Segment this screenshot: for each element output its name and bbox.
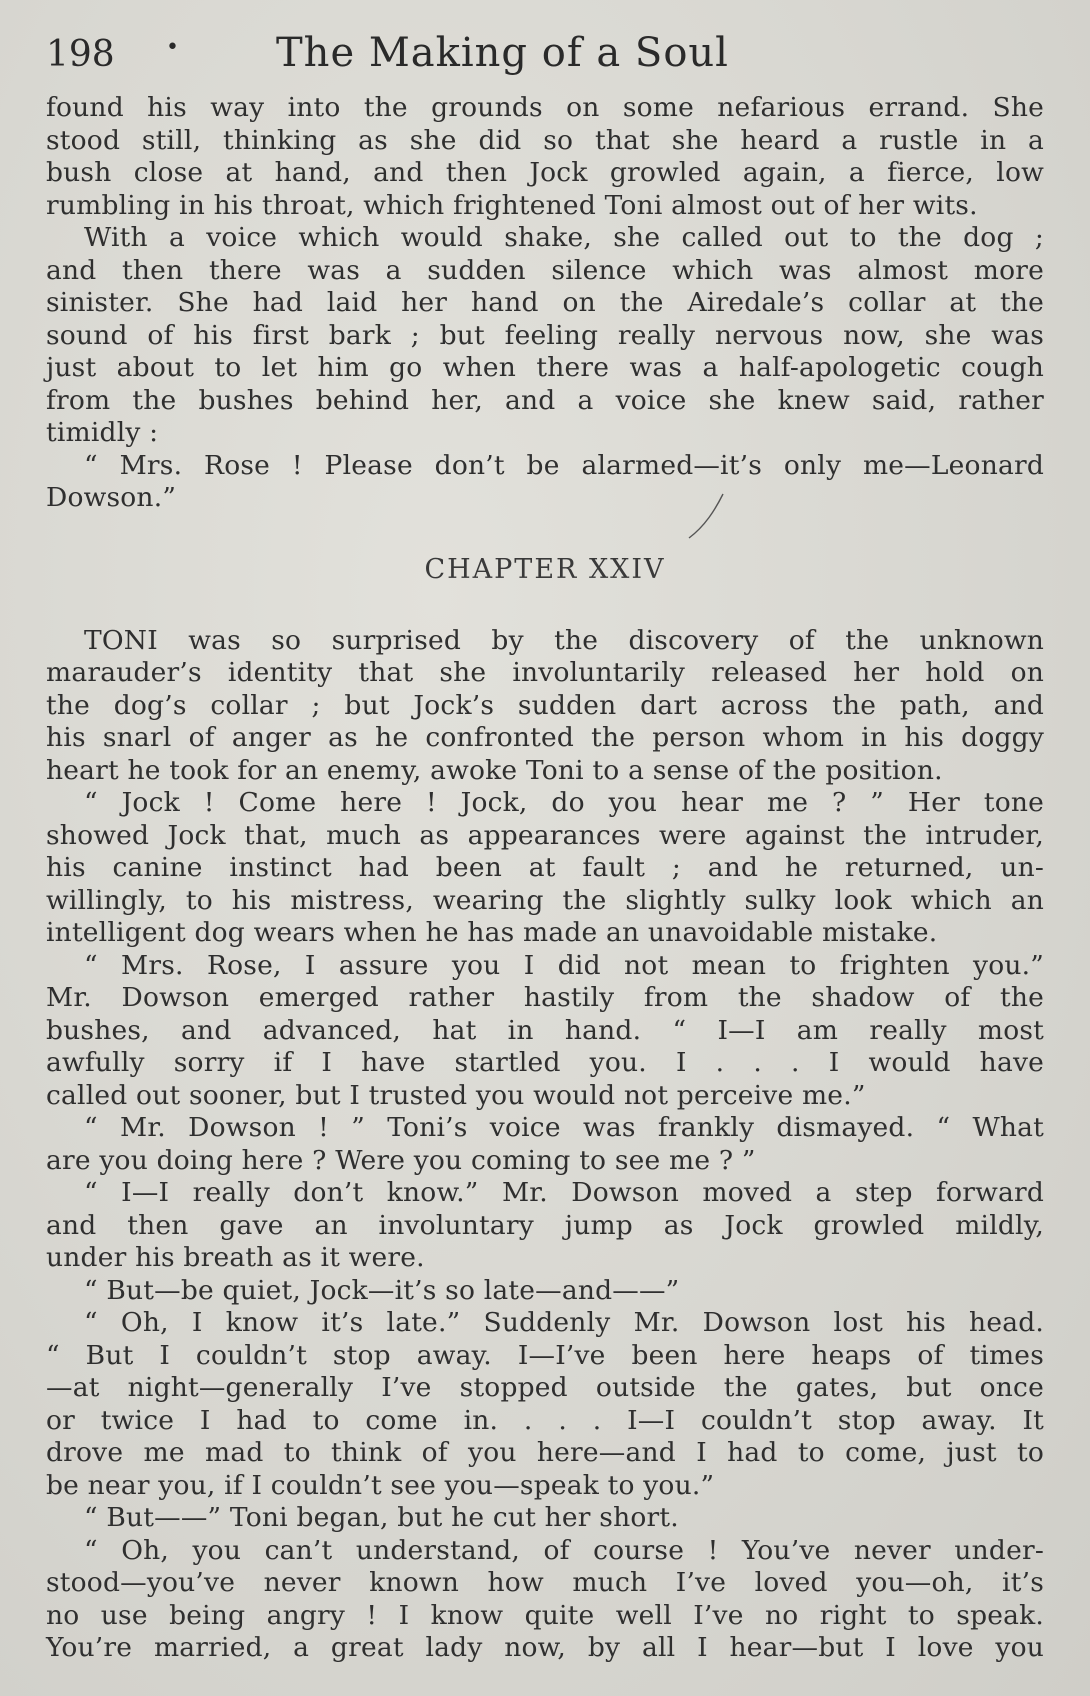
text-line: found his way into the grounds on some nefarious errand. She bbox=[46, 92, 1044, 123]
text-line: stood still, thinking as she did so that she heard a rustle in a bbox=[46, 124, 1044, 156]
text-line: “ But I couldn’t stop away. I—I’ve been here heaps of times bbox=[46, 1339, 1044, 1371]
text-line: With a voice which would shake, she called out to the dog ; bbox=[84, 222, 1044, 253]
text-line: “ Oh, you can’t understand, of course ! You’ve never under- bbox=[84, 1534, 1044, 1566]
page-number: 198 bbox=[46, 34, 115, 75]
text-line: sound of his first bark ; but feeling really nervous now, she was bbox=[46, 319, 1044, 351]
text-line: willingly, to his mistress, wearing the slightly sulky look which an bbox=[46, 884, 1044, 916]
text-line: bush close at hand, and then Jock growled again, a fierce, low bbox=[46, 157, 1044, 188]
text-line: “ I—I really don’t know.” Mr. Dowson moved a step forward bbox=[84, 1177, 1044, 1208]
text-line: his snarl of anger as he confronted the person whom in his doggy bbox=[46, 722, 1044, 753]
text-line: “ Mrs. Rose ! Please don’t be alarmed—it’s only me—Leonard bbox=[84, 449, 1044, 481]
text-line: just about to let him go when there was a half-apologetic cough bbox=[46, 352, 1044, 383]
text-line: timidly : bbox=[46, 417, 159, 448]
text-line: showed Jock that, much as appearances were against the intruder, bbox=[46, 819, 1044, 851]
text-line: from the bushes behind her, and a voice she knew said, rather bbox=[46, 384, 1044, 416]
text-section-chapter-body bbox=[46, 625, 1044, 1665]
text-line: or twice I had to come in. . . . I—I couldn’t stop away. It bbox=[46, 1404, 1044, 1436]
text-line: Mr. Dowson emerged rather hastily from the shadow of the bbox=[46, 982, 1044, 1013]
text-line: “ Oh, I know it’s late.” Suddenly Mr. Dowson lost his head. bbox=[84, 1307, 1044, 1338]
text-line: stood—you’ve never known how much I’ve loved you—oh, it’s bbox=[46, 1567, 1044, 1598]
ornament-mark: • bbox=[166, 35, 179, 60]
text-line: under his breath as it were. bbox=[46, 1242, 425, 1273]
text-line: intelligent dog wears when he has made an unavoidable mistake. bbox=[46, 917, 938, 948]
text-line: “ Mr. Dowson ! ” Toni’s voice was frankly dismayed. “ What bbox=[84, 1112, 1044, 1143]
text-line: TONI was so surprised by the discovery of the unknown bbox=[84, 624, 1044, 656]
text-line: “ Mrs. Rose, I assure you I did not mean to frighten you.” bbox=[84, 949, 1044, 981]
text-line: bushes, and advanced, hat in hand. “ I—I am really most bbox=[46, 1014, 1044, 1046]
text-line: heart he took for an enemy, awoke Toni to a sense of the position. bbox=[46, 754, 943, 786]
text-line: be near you, if I couldn’t see you—speak to you.” bbox=[46, 1469, 715, 1501]
running-head bbox=[46, 30, 1044, 92]
text-line: awfully sorry if I have startled you. I . . . I would have bbox=[46, 1047, 1044, 1078]
text-line: rumbling in his throat, which frightened Toni almost out of her wits. bbox=[46, 189, 978, 221]
pencil-mark bbox=[675, 492, 735, 542]
text-line: called out sooner, but I trusted you would not perceive me.” bbox=[46, 1079, 866, 1111]
text-line: no use being angry ! I know quite well I’ve no right to speak. bbox=[46, 1599, 1044, 1631]
text-line: sinister. She had laid her hand on the Airedale’s collar at the bbox=[46, 287, 1044, 318]
text-line: and then there was a sudden silence which was almost more bbox=[46, 254, 1044, 286]
book-title: The Making of a Soul bbox=[276, 30, 729, 76]
text-line: —at night—generally I’ve stopped outside the gates, but once bbox=[46, 1372, 1044, 1403]
text-line: “ Jock ! Come here ! Jock, do you hear me ? ” Her tone bbox=[84, 787, 1044, 818]
text-line: “ But——” Toni began, but he cut her short. bbox=[84, 1502, 679, 1533]
text-line: his canine instinct had been at fault ; and he returned, un- bbox=[46, 852, 1044, 883]
text-line: are you doing here ? Were you coming to see me ? ” bbox=[46, 1144, 756, 1176]
text-line: marauder’s identity that she involuntarily released her hold on bbox=[46, 657, 1044, 688]
chapter-heading: CHAPTER XXIV bbox=[424, 553, 666, 585]
text-line: the dog’s collar ; but Jock’s sudden dart across the path, and bbox=[46, 689, 1044, 721]
text-line: drove me mad to think of you here—and I had to come, just to bbox=[46, 1437, 1044, 1468]
text-section-before-chapter bbox=[46, 92, 1044, 515]
text-line: You’re married, a great lady now, by all I hear—but I love you bbox=[46, 1632, 1044, 1663]
text-line: and then gave an involuntary jump as Jock growled mildly, bbox=[46, 1209, 1044, 1241]
text-line: “ But—be quiet, Jock—it’s so late—and——” bbox=[84, 1274, 680, 1306]
text-line: Dowson.” bbox=[46, 482, 177, 513]
